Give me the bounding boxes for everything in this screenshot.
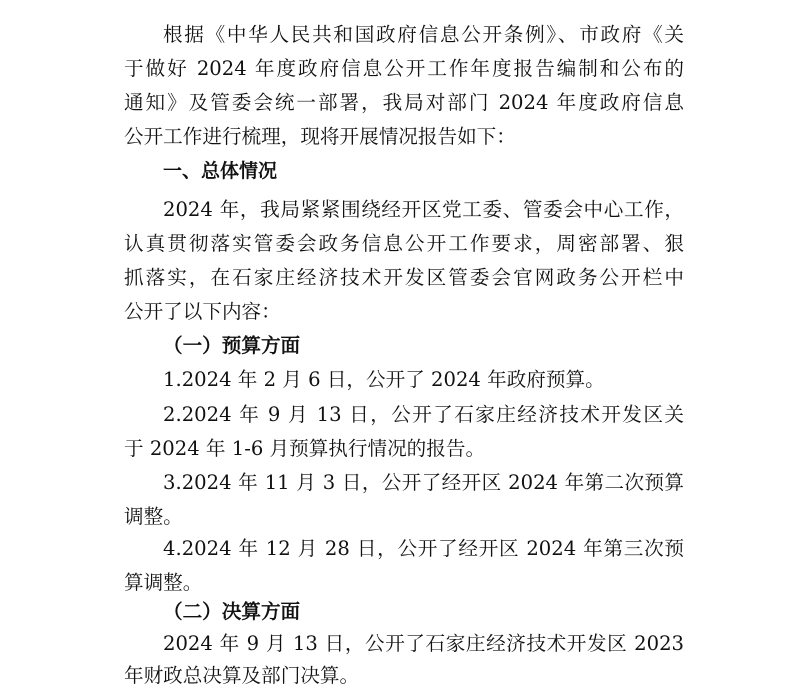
overview-line-2: 认真贯彻落实管委会政务信息公开工作要求，周密部署、狠 bbox=[124, 232, 684, 255]
overview-line-1: 2024 年，我局紧紧围绕经开区党工委、管委会中心工作， bbox=[163, 198, 684, 221]
budget-item-4-line-2: 算调整。 bbox=[124, 571, 203, 594]
budget-item-1: 1.2024 年 2 月 6 日，公开了 2024 年政府预算。 bbox=[163, 368, 605, 391]
intro-line-2: 于做好 2024 年度政府信息公开工作年度报告编制和公布的 bbox=[124, 57, 684, 80]
final-accounts-line-1: 2024 年 9 月 13 日，公开了石家庄经济技术开发区 2023 bbox=[163, 632, 684, 655]
budget-item-2-line-1: 2.2024 年 9 月 13 日，公开了石家庄经济技术开发区关 bbox=[163, 403, 684, 426]
subheading-final-accounts: （二）决算方面 bbox=[163, 600, 301, 623]
subheading-budget: （一）预算方面 bbox=[163, 334, 301, 357]
section-heading-overview: 一、总体情况 bbox=[163, 160, 278, 182]
intro-line-3: 通知》及管委会统一部署，我局对部门 2024 年度政府信息 bbox=[124, 91, 684, 114]
budget-item-3-line-1: 3.2024 年 11 月 3 日，公开了经开区 2024 年第二次预算 bbox=[163, 471, 684, 494]
budget-item-2-line-2: 于 2024 年 1-6 月预算执行情况的报告。 bbox=[124, 437, 486, 460]
overview-line-3: 抓落实，在石家庄经济技术开发区管委会官网政务公开栏中 bbox=[124, 266, 684, 289]
budget-item-4-line-1: 4.2024 年 12 月 28 日，公开了经开区 2024 年第三次预 bbox=[163, 537, 684, 560]
budget-item-3-line-2: 调整。 bbox=[124, 505, 183, 528]
final-accounts-line-2: 年财政总决算及部门决算。 bbox=[124, 664, 360, 687]
overview-line-4: 公开了以下内容： bbox=[124, 300, 281, 323]
intro-line-4: 公开工作进行梳理，现将开展情况报告如下： bbox=[124, 125, 516, 148]
intro-line-1: 根据《中华人民共和国政府信息公开条例》、市政府《关 bbox=[163, 23, 684, 46]
